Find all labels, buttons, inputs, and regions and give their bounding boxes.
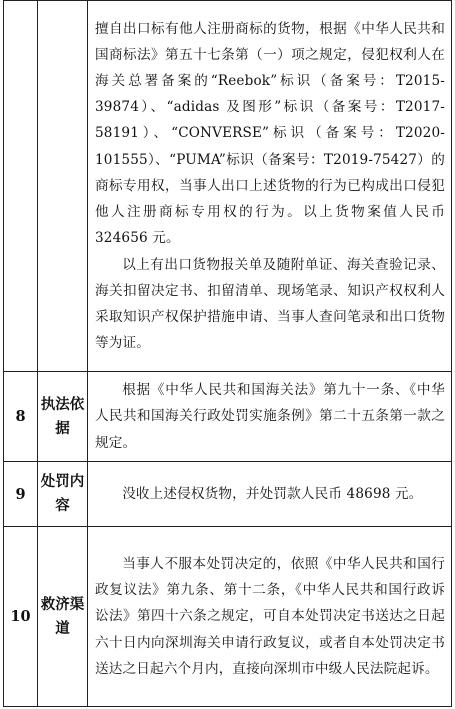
row-content-cell bbox=[88, 527, 452, 707]
table-row-penalty bbox=[4, 462, 452, 527]
row-content-cell bbox=[88, 372, 452, 462]
legal-basis-paragraph: 根据《中华人民共和国海关法》第九十一条、《中华人民共和国海关行政处罚实施条例》第二十五条第一款之规定。 bbox=[95, 382, 445, 451]
row-label-cell: 执法依据 bbox=[38, 372, 88, 462]
row-number-cell: 10 bbox=[4, 527, 38, 707]
row-number-cell: 8 bbox=[4, 372, 38, 462]
evidence-paragraph: 以上有出口货物报关单及随附单证、海关查验记录、海关扣留决定书、扣留清单、现场笔录、知识产权权利人采取知识产权保护措施申请、当事人查问笔录和出口货物等为证。 bbox=[95, 256, 445, 352]
row-label-cell: 处罚内容 bbox=[38, 462, 88, 527]
facts-paragraph: 擅自出口标有他人注册商标的货物，根据《中华人民共和国商标法》第五十七条第（一）项之规定，侵犯权利人在海关总署备案的“Reebok”标识（备案号：T2015-39874）、“adidas 及图形”标识（备案号：T2017-58191）、“CONVERSE”标识（备案号：T2020-101555）、“PUMA”标识（备案号：T2019-75427）的商标专用权，当事人出口上述货物的行为已构成出口侵犯他人注册商标专用权的行为。以上货物案值人民币 324656 元。 bbox=[95, 20, 445, 247]
penalty-decision-table bbox=[3, 0, 452, 707]
remedy-paragraph: 当事人不服本处罚决定的，依照《中华人民共和国行政复议法》第九条、第十二条，《中华人民共和国行政诉讼法》第四十六条之规定，可自本处罚决定书送达之日起六十日内向深圳海关申请行政复议，或者自本处罚决定书送达之日起六个月内，直接向深圳市中级人民法院起诉。 bbox=[95, 555, 445, 677]
row-label-cell: 救济渠道 bbox=[38, 527, 88, 707]
row-content-cell bbox=[88, 1, 452, 372]
table-row-facts bbox=[4, 1, 452, 372]
table-row-remedy bbox=[4, 527, 452, 707]
table-row-legal-basis bbox=[4, 372, 452, 462]
row-number-cell bbox=[4, 1, 38, 372]
row-number-cell: 9 bbox=[4, 462, 38, 527]
row-label-cell bbox=[38, 1, 88, 372]
penalty-paragraph: 没收上述侵权货物，并处罚款人民币 48698 元。 bbox=[122, 485, 423, 502]
row-content-cell bbox=[88, 462, 452, 527]
